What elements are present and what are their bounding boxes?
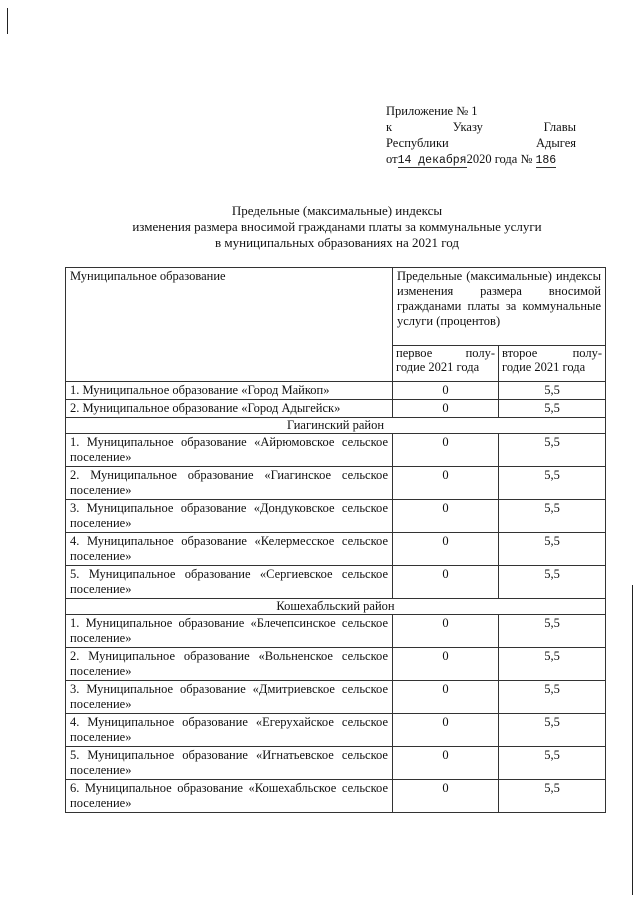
first-half-index: 0 [393, 714, 499, 747]
second-half-index: 5,5 [499, 714, 606, 747]
scan-margin-mark [7, 8, 8, 34]
table-row [66, 714, 606, 747]
municipality-name: 3. Муниципальное образование «Дондуковское сельское поселение» [66, 500, 393, 533]
approval-word: к [386, 120, 393, 134]
first-half-index: 0 [393, 382, 499, 400]
table-row [66, 648, 606, 681]
municipality-name: 2. Муниципальное образование «Гиагинское сельское поселение» [66, 467, 393, 500]
approval-word: Республики [386, 136, 449, 150]
second-half-index: 5,5 [499, 467, 606, 500]
municipality-name: 2. Муниципальное образование «Город Адыгейск» [66, 400, 393, 418]
first-half-index: 0 [393, 747, 499, 780]
district-name: Гиагинский район [66, 418, 606, 434]
subheader-word: второе [502, 346, 538, 361]
approval-block [386, 103, 576, 168]
second-half-index: 5,5 [499, 648, 606, 681]
municipality-name: 1. Муниципальное образование «Айрюмовское сельское поселение» [66, 434, 393, 467]
first-half-index: 0 [393, 434, 499, 467]
table-row [66, 434, 606, 467]
first-half-index: 0 [393, 400, 499, 418]
municipality-name: 1. Муниципальное образование «Город Майкоп» [66, 382, 393, 400]
district-name: Кошехабльский район [66, 599, 606, 615]
municipality-name: 2. Муниципальное образование «Вольненское сельское поселение» [66, 648, 393, 681]
decree-date-fill: 14 декабря [397, 154, 467, 167]
first-half-index: 0 [393, 681, 499, 714]
table-row [66, 747, 606, 780]
title-line: изменения размера вносимой гражданами платы за коммунальные услуги [132, 219, 542, 234]
first-half-index: 0 [393, 566, 499, 599]
table-row [66, 566, 606, 599]
second-half-index: 5,5 [499, 382, 606, 400]
first-half-index: 0 [393, 500, 499, 533]
header-index: Предельные (максимальные) индексы изменения размера вносимой гражданами платы за коммунальные услуги (процентов) [393, 268, 606, 346]
tariff-index-table [65, 267, 606, 813]
table-row [66, 533, 606, 566]
decree-date-line [386, 151, 576, 168]
first-half-index: 0 [393, 533, 499, 566]
subheader-word: полу- [465, 346, 495, 361]
table-row [66, 500, 606, 533]
table-row [66, 780, 606, 813]
annex-label: Приложение № 1 [386, 104, 478, 118]
second-half-index: 5,5 [499, 500, 606, 533]
second-half-index: 5,5 [499, 400, 606, 418]
second-half-index: 5,5 [499, 780, 606, 813]
subheader-word: годие 2021 года [502, 360, 586, 375]
table-header-row [66, 268, 606, 346]
table-row [66, 681, 606, 714]
approval-word: Адыгея [535, 136, 576, 150]
municipality-name: 5. Муниципальное образование «Игнатьевское сельское поселение» [66, 747, 393, 780]
district-header-row [66, 418, 606, 434]
municipality-name: 3. Муниципальное образование «Дмитриевское сельское поселение» [66, 681, 393, 714]
subheader-word: полу- [572, 346, 602, 361]
subheader-word: годие 2021 года [396, 360, 480, 375]
second-half-index: 5,5 [499, 566, 606, 599]
municipality-name: 4. Муниципальное образование «Егерухайское сельское поселение» [66, 714, 393, 747]
table-row [66, 382, 606, 400]
decree-year: 2020 года № [466, 152, 533, 166]
second-half-index: 5,5 [499, 747, 606, 780]
table-row [66, 400, 606, 418]
second-half-index: 5,5 [499, 533, 606, 566]
title-line: Предельные (максимальные) индексы [231, 203, 443, 218]
first-half-index: 0 [393, 648, 499, 681]
second-half-index: 5,5 [499, 434, 606, 467]
header-municipality: Муниципальное образование [66, 268, 393, 382]
second-half-index: 5,5 [499, 615, 606, 648]
first-half-index: 0 [393, 615, 499, 648]
first-half-index: 0 [393, 467, 499, 500]
municipality-name: 4. Муниципальное образование «Келермесское сельское поселение» [66, 533, 393, 566]
municipality-name: 5. Муниципальное образование «Сергиевское сельское поселение» [66, 566, 393, 599]
municipality-name: 6. Муниципальное образование «Кошехабльское сельское поселение» [66, 780, 393, 813]
approval-word: Указу [452, 120, 483, 134]
district-header-row [66, 599, 606, 615]
decree-number-fill: 186 [535, 154, 557, 167]
approval-word: Главы [543, 120, 576, 134]
table-row [66, 467, 606, 500]
table-row [66, 615, 606, 648]
document-title [70, 203, 604, 251]
title-line: в муниципальных образованиях на 2021 год [215, 235, 459, 250]
header-second-half [499, 346, 606, 382]
municipality-name: 1. Муниципальное образование «Блечепсинское сельское поселение» [66, 615, 393, 648]
second-half-index: 5,5 [499, 681, 606, 714]
date-prefix: от [386, 152, 398, 166]
subheader-word: первое [396, 346, 433, 361]
first-half-index: 0 [393, 780, 499, 813]
scan-margin-mark [632, 585, 633, 895]
header-first-half [393, 346, 499, 382]
